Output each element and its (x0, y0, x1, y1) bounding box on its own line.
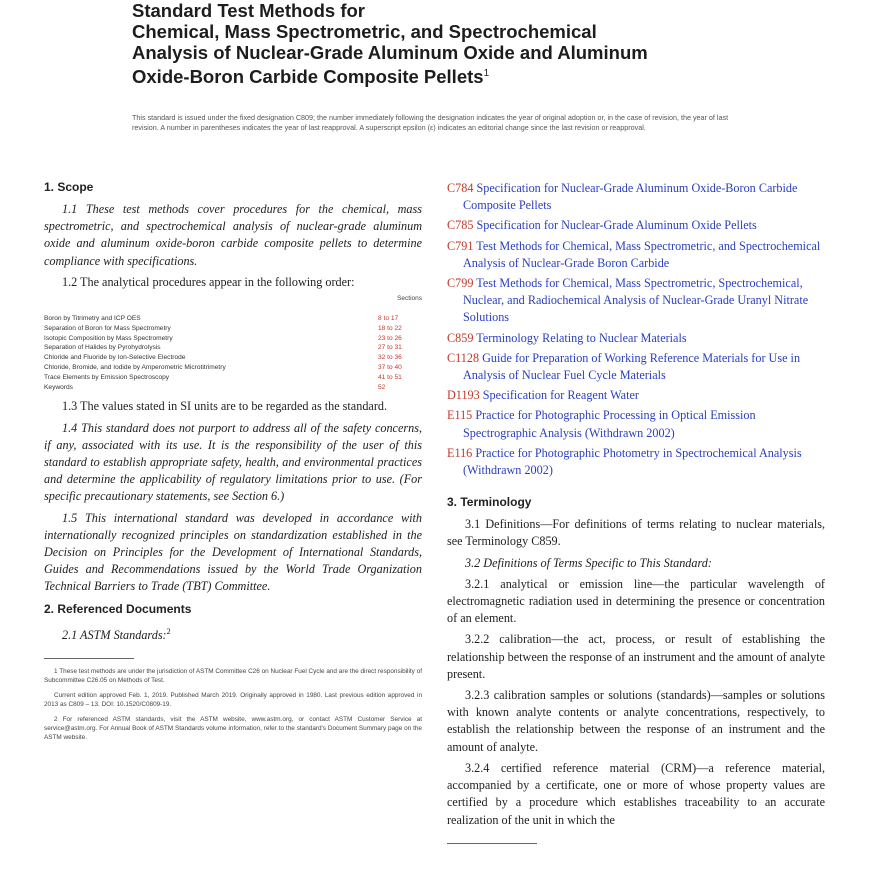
scope-para-1-2: 1.2 The analytical procedures appear in the following order: (62, 274, 355, 289)
reference-title[interactable]: Guide for Preparation of Working Reference Materials for Use in Analysis of Nuclear Fuel Cycle Materials (463, 350, 801, 383)
row-sections: 27 to 31 (378, 344, 402, 352)
terminology-para-3-2: 3.2 Definitions of Terms Specific to This Standard: (465, 555, 712, 570)
reference-item[interactable] (447, 407, 825, 441)
reference-code[interactable]: C784 (447, 181, 474, 195)
reference-code[interactable]: C799 (447, 276, 474, 291)
table-row (44, 314, 422, 324)
reference-code[interactable]: E116 (447, 445, 473, 460)
reference-title[interactable]: Practice for Photographic Photometry in Spectrochemical Analysis (Withdrawn 2002) (463, 445, 802, 478)
reference-item[interactable] (447, 180, 825, 214)
terminology-heading: 3. Terminology (447, 495, 532, 510)
row-sections: 32 to 36 (378, 354, 402, 362)
terminology-para-3-2-3: 3.2.3 calibration samples or solutions (standards)—samples or solutions with known analyte contents or analyte concentrations, respectively, to establish the relationship between the response of an instrument and the amount of analyte. (447, 688, 825, 754)
row-name: Separation of Boron for Mass Spectrometry (44, 324, 171, 332)
row-sections: 52 (378, 383, 386, 391)
row-sections: 23 to 26 (378, 334, 402, 342)
row-sections: 18 to 22 (378, 324, 402, 332)
document-title (132, 0, 772, 87)
row-name: Boron by Titrimetry and ICP OES (44, 315, 141, 323)
footnote-1: 1 These test methods are under the jurisdiction of ASTM Committee C26 on Nuclear Fuel Cycle and are the direct responsibility of Subcommittee C26.05 on Methods of Test. (44, 667, 422, 684)
reference-code[interactable]: C785 (447, 218, 474, 233)
footnote-2: 2 For referenced ASTM standards, visit the ASTM website, www.astm.org, or contact ASTM Customer Service at service@astm.org. For Annual Book of ASTM Standards volume information, refer to the standard's Document Summary page on the ASTM website. (44, 715, 422, 741)
right-footnote-divider (447, 843, 537, 844)
row-name: Isotopic Composition by Mass Spectrometry (44, 334, 173, 342)
row-sections: 8 to 17 (378, 315, 399, 323)
reference-title[interactable]: Specification for Reagent Water (479, 388, 639, 403)
reference-code[interactable]: C1128 (447, 350, 480, 365)
terminology-para-3-2-4: 3.2.4 certified reference material (CRM)—a reference material, accompanied by a certificate, one or more of whose property values are certified by a procedure which establishes traceability to an accurate realization of the unit in which the (447, 760, 825, 827)
sections-table-header: Sections (397, 295, 422, 303)
row-name: Chloride, Bromide, and Iodide by Amperometric Microtitrimetry (44, 364, 226, 371)
reference-title[interactable]: Terminology Relating to Nuclear Materials (473, 330, 687, 345)
referenced-para-2-1 (44, 623, 422, 644)
right-column (447, 180, 825, 844)
reference-code[interactable]: C859 (447, 330, 474, 345)
title-line-2: Chemical, Mass Spectrometric, and Spectrochemical (132, 21, 597, 42)
reference-title[interactable]: Specification for Nuclear-Grade Aluminum Oxide-Boron Carbide Composite Pellets (463, 181, 798, 213)
scope-heading: 1. Scope (44, 180, 94, 194)
reference-item[interactable] (447, 387, 825, 404)
title-line-3: Analysis of Nuclear-Grade Aluminum Oxide and Aluminum (132, 42, 648, 63)
title-line-4 (132, 63, 772, 87)
row-name: Keywords (44, 383, 73, 391)
scope-para-1-3: 1.3 The values stated in SI units are to be regarded as the standard. (62, 399, 388, 414)
scope-para-1-1: 1.1 These test methods cover procedures for the chemical, mass spectrometric, and spectrochemical analysis of nuclear-grade aluminum oxide and aluminum oxide-boron carbide composite pellets to determine compliance with specifications. (44, 202, 422, 268)
row-sections: 41 to 51 (378, 373, 402, 381)
table-row (44, 353, 422, 363)
terminology-para-3-2-1: 3.2.1 analytical or emission line—the particular wavelength of electromagnetic radiation used in determining the presence or concentration of an element. (447, 576, 825, 626)
scope-para-1-5: 1.5 This international standard was developed in accordance with internationally recognized principles on standardization established in the Decision on Principles for the Development of International Standards, Guides and Recommendations issued by the World Trade Organization Technical Barriers to Trade (TBT) Committee. (44, 510, 422, 594)
reference-item[interactable] (447, 350, 825, 384)
row-name: Chloride and Fluoride by Ion-Selective Electrode (44, 354, 186, 362)
reference-item[interactable] (447, 217, 825, 234)
title-line-4-text: Oxide-Boron Carbide Composite Pellets (132, 66, 484, 88)
reference-title[interactable]: Specification for Nuclear-Grade Aluminum Oxide Pellets (473, 218, 757, 233)
referenced-documents-heading: 2. Referenced Documents (44, 601, 192, 616)
left-column (44, 180, 422, 748)
reference-code[interactable]: C791 (447, 238, 474, 253)
reference-item[interactable] (447, 238, 825, 272)
title-line-1: Standard Test Methods for (132, 0, 365, 21)
terminology-para-3-2-2: 3.2.2 calibration—the act, process, or result of establishing the relationship between the response of an instrument and the amount of analyte present. (447, 632, 825, 681)
table-row (44, 334, 422, 344)
title-footnote-mark: 1 (483, 68, 490, 79)
scope-para-1-4: 1.4 This standard does not purport to address all of the safety concerns, if any, associated with its use. It is the responsibility of the user of this standard to establish appropriate safety, health, and environmental practices and determine the applicability of regulatory limitations prior to use. (For specific precautionary statements, see Section 6.) (44, 420, 422, 504)
reference-item[interactable] (447, 275, 825, 327)
table-row (44, 363, 422, 373)
terminology-para-3-1: 3.1 Definitions—For definitions of terms relating to nuclear materials, see Terminology C859. (447, 517, 825, 549)
sections-table (44, 314, 422, 392)
table-row (44, 383, 422, 393)
reference-code[interactable]: E115 (447, 408, 473, 423)
row-name: Separation of Halides by Pyrohydrolysis (44, 344, 161, 352)
reference-title[interactable]: Test Methods for Chemical, Mass Spectrometric, Spectrochemical, Nuclear, and Radiochemical Analysis of Nuclear-Grade Uranyl Nitrate Solutions (463, 276, 809, 325)
astm-standards-label: 2.1 ASTM Standards: (62, 627, 167, 642)
reference-item[interactable] (447, 445, 825, 479)
standard-notice: This standard is issued under the fixed designation C809; the number immediately following the designation indicates the year of original adoption or, in the case of revision, the year of last revision. A number in parentheses indicates the year of last reapproval. A superscript epsilon (ε) indicates an editorial change since the last revision or reapproval. (132, 113, 729, 132)
row-name: Trace Elements by Emission Spectroscopy (44, 373, 170, 381)
reference-title[interactable]: Test Methods for Chemical, Mass Spectrometric, and Spectrochemical Analysis of Nuclear-Grade Boron Carbide (463, 238, 821, 270)
table-row (44, 343, 422, 353)
table-row (44, 324, 422, 334)
row-sections: 37 to 40 (378, 364, 402, 371)
reference-code[interactable]: D1193 (447, 388, 480, 403)
reference-list (447, 180, 825, 479)
reference-title[interactable]: Practice for Photographic Processing in Optical Emission Spectrographic Analysis (Withdrawn 2002) (463, 408, 756, 440)
reference-item[interactable] (447, 330, 825, 347)
footnote-edition: Current edition approved Feb. 1, 2019. Published March 2019. Originally approved in 1980. Last previous edition approved in 2013 as C809 – 13. DOI: 10.1520/C0809-19. (44, 691, 422, 708)
astm-standards-footnote-mark: 2 (166, 626, 171, 636)
footnote-divider (44, 658, 134, 659)
table-row (44, 373, 422, 383)
